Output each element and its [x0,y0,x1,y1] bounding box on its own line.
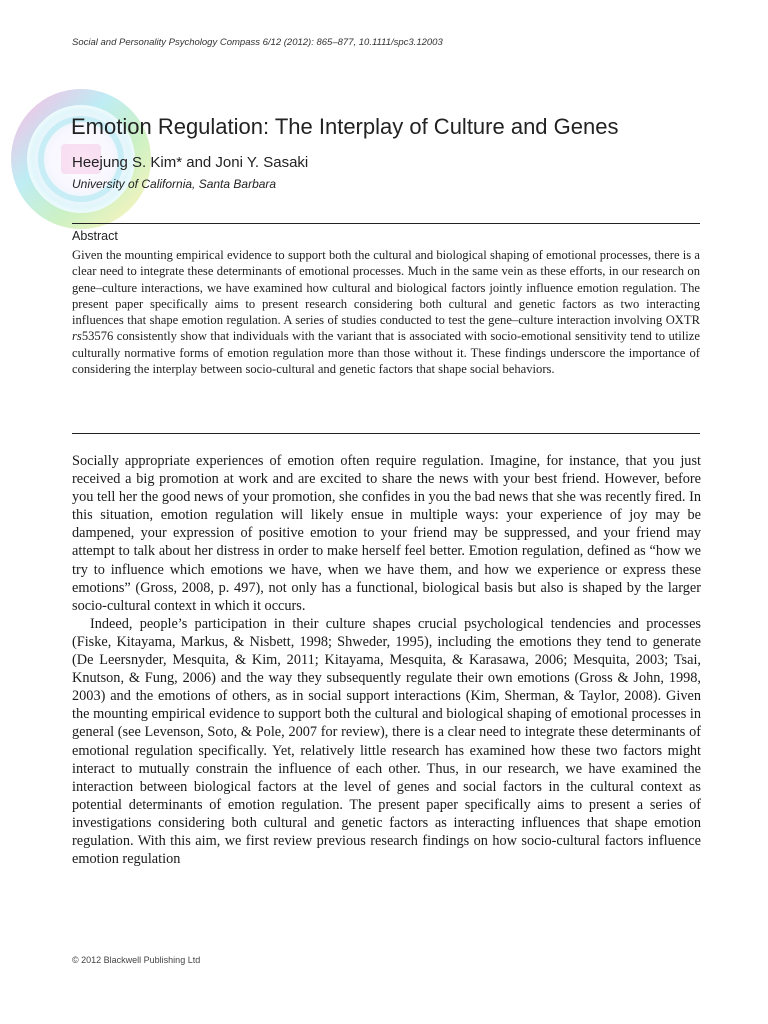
abstract-text-part-1: Given the mounting empirical evidence to support both the cultural and biological shaping of emotional processes, there is a clear need to integrate these determinants of emotional processes. Much in the same vein as these efforts, in our research on gene–culture interactions, we have examined how cultural and biological factors jointly influence emotion regulation. The present paper specifically aims to present research considering both cultural and genetic factors as two interacting influences that shape emotion regulation. A series of studies conducted to test the gene–culture interaction involving OXTR [72,248,700,328]
body-paragraph-2: Indeed, people’s participation in their culture shapes crucial psychological tendencies and processes (Fiske, Kitayama, Markus, & Nisbett, 1998; Shweder, 1995), including the emotions they tend to generate (De Leersnyder, Mesquita, & Kim, 2011; Kitayama, Mesquita, & Karasawa, 2006; Mesquita, 2003; Tsai, Knutson, & Fung, 2006) and the way they subsequently regulate their own emotions (Gross & John, 1998, 2003) and the emotions of others, as in social support interactions (Kim, Sherman, & Taylor, 2008). Given the mounting empirical evidence to support both the cultural and biological shaping of emotional processes in general (see Levenson, Soto, & Pole, 2007 for review), there is a clear need to integrate these determinants of emotional regulation specifically. Yet, relatively little research has examined how these two factors might interact to mutually constrain the influence of each other. Thus, in our research, we have examined the interaction between biological factors at the level of genes and social factors in the cultural context as potential determinants of emotion regulation. The present paper specifically aims to present a series of investigations considering both cultural and genetic factors as interacting influences that shape emotion regulation. With this aim, we first review previous research findings on how socio-cultural factors influence emotion regulation [72,615,701,868]
author-affiliation: University of California, Santa Barbara [72,177,277,191]
body-paragraph-1: Socially appropriate experiences of emotion often require regulation. Imagine, for instance, that you just received a big promotion at work and are excited to share the news with your best friend. However, before you tell her the good news of your promotion, she confides in you the bad news that she was recently fired. In this situation, emotion regulation will likely ensue in multiple ways: your experience of joy may be dampened, your expression of positive emotion to your friend may be suppressed, and your friend may attempt to talk about her distress in order to make herself feel better. Emotion regulation, defined as “how we try to influence which emotions we have, when we have them, and how we experience or express these emotions” (Gross, 2008, p. 497), not only has a functional, biological basis but also is shaped by the larger socio-cultural context in which it occurs. [72,453,701,614]
journal-citation: Social and Personality Psychology Compass 6/12 (2012): 865–877, 10.1111/spc3.12003 [72,37,443,48]
abstract-text-part-2: 53576 consistently show that individuals with the variant that is associated with socio-emotional sensitivity tend to utilize culturally normative forms of emotion regulation more than those without it. These findings underscore the importance of considering the interplay between socio-cultural and genetic factors that shape social behaviors. [72,329,700,377]
article-title: Emotion Regulation: The Interplay of Culture and Genes [71,114,619,139]
copyright-footer: © 2012 Blackwell Publishing Ltd [72,955,201,965]
abstract-text [72,247,700,377]
abstract-heading: Abstract [72,229,118,243]
article-body [72,452,701,868]
abstract-rs-label: rs [72,329,82,344]
article-authors: Heejung S. Kim* and Joni Y. Sasaki [72,154,309,171]
abstract-bottom-rule [72,433,700,434]
abstract-top-rule [72,223,700,224]
